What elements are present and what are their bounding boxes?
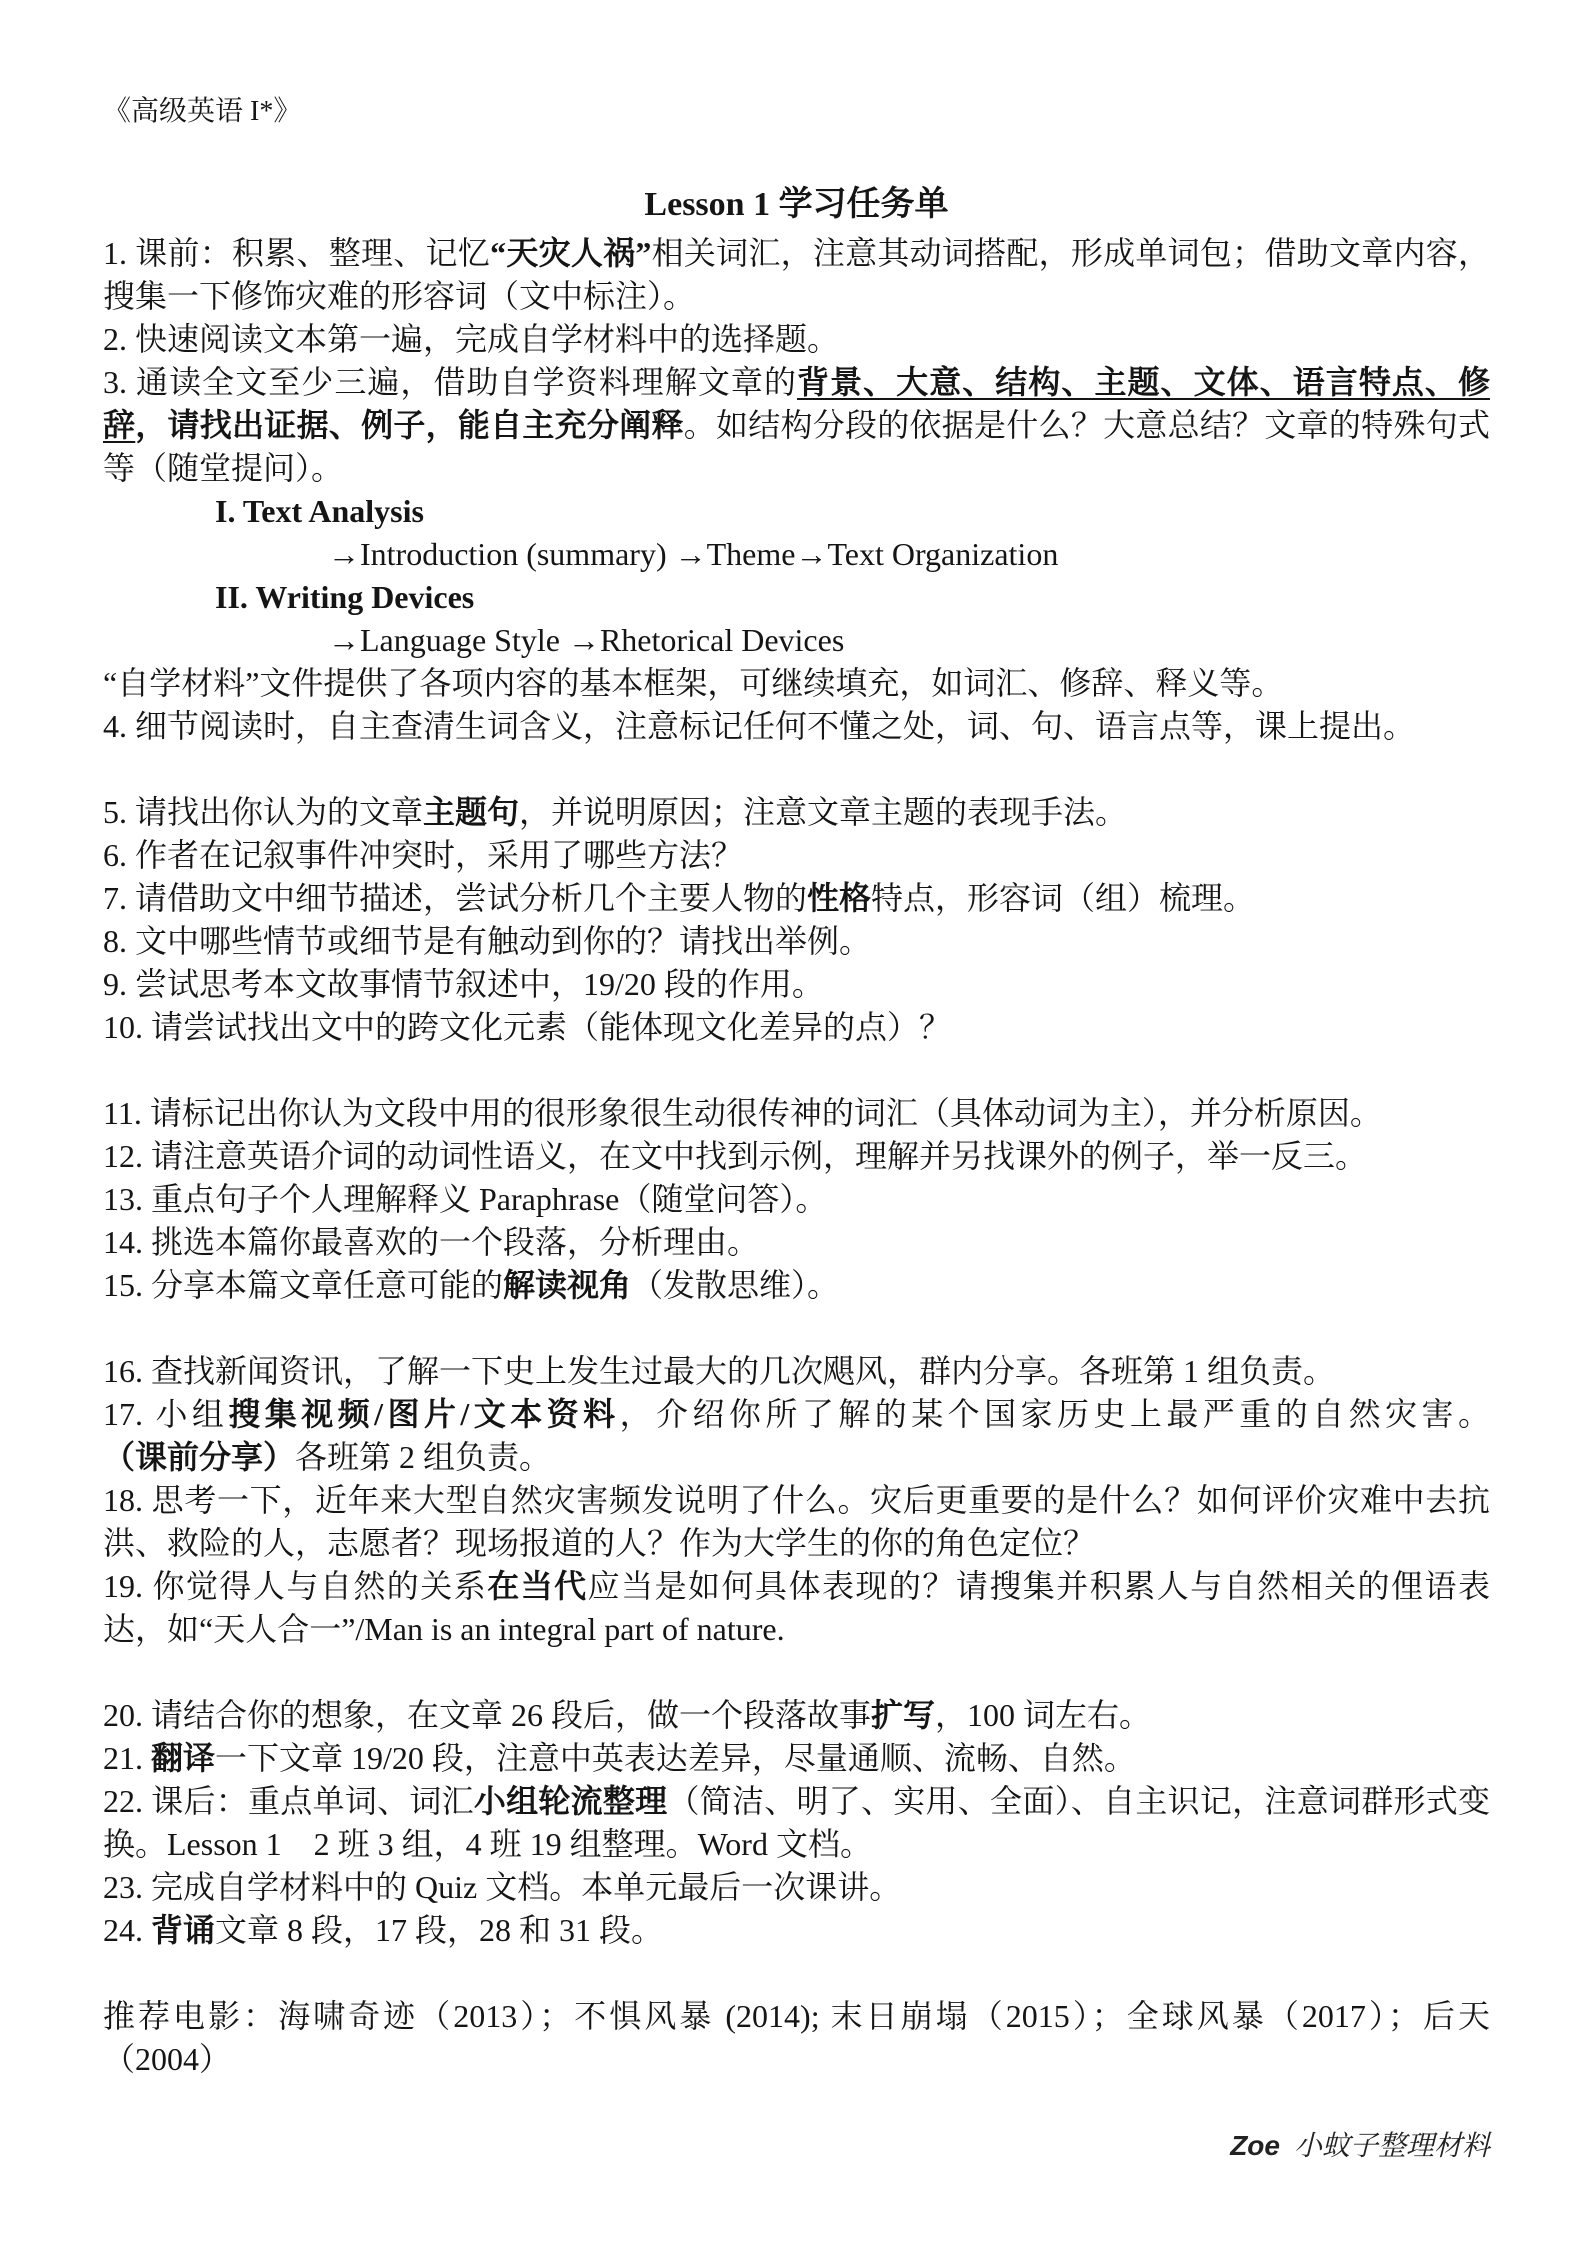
task-item-9 — [103, 963, 1490, 1006]
text-run: （简洁、明了、实用、全面）、自主识记，注意词群形式变换。Lesson 1 2 班 3 组，4 班 19 组整理。Word 文档。 — [103, 1783, 1490, 1862]
text-run: ，100 词左右。 — [935, 1697, 1152, 1733]
text-run: 背景、大意、结构、主题、文体、语言特点、修辞 — [103, 364, 1490, 443]
task-item-10 — [103, 1006, 1490, 1049]
analysis-section-2 — [103, 576, 1490, 619]
task-item-12 — [103, 1135, 1490, 1178]
text-run: 特点，形容词（组）梳理。 — [871, 880, 1256, 916]
text-run: 各班第 2 组负责。 — [295, 1439, 552, 1475]
task-item-22 — [103, 1780, 1490, 1866]
task-item-4 — [103, 705, 1490, 748]
text-run: I. Text Analysis — [215, 493, 424, 529]
task-item-23 — [103, 1866, 1490, 1909]
text-run: 推荐电影：海啸奇迹（2013）；不惧风暴 (2014); 末日崩塌（2015）；全球风暴（2017）；后天（2004） — [103, 1998, 1490, 2077]
text-run: 搜集视频/图片/文本资料 — [228, 1396, 620, 1432]
materials-note — [103, 662, 1490, 705]
text-run: 解读视角 — [503, 1267, 632, 1303]
footer — [103, 2124, 1490, 2168]
text-run: 18. 思考一下，近年来大型自然灾害频发说明了什么。灾后更重要的是什么？如何评价灾难中去抗洪、救险的人，志愿者？现场报道的人？作为大学生的你的角色定位？ — [103, 1482, 1490, 1561]
footer-author: Zoe — [1230, 2130, 1280, 2161]
text-run: 11. 请标记出你认为文段中用的很形象很生动很传神的词汇（具体动词为主），并分析原因。 — [103, 1095, 1382, 1131]
text-run: 性格 — [807, 880, 872, 916]
task-item-6 — [103, 834, 1490, 877]
text-run: 15. 分享本篇文章任意可能的 — [103, 1267, 504, 1303]
task-item-2 — [103, 318, 1490, 361]
text-run: 相关词汇，注意其动词搭配，形成单词包；借助文章内容，搜集一下修饰灾难的形容词（文中标注）。 — [103, 235, 1490, 314]
text-run: 3. 通读全文至少三遍，借助自学资料理解文章的 — [103, 364, 798, 400]
analysis-flow-2 — [103, 619, 1490, 662]
text-run: II. Writing Devices — [215, 579, 475, 615]
text-run: 翻译 — [151, 1740, 216, 1776]
task-item-16 — [103, 1350, 1490, 1393]
text-run: “自学材料”文件提供了各项内容的基本框架，可继续填充，如词汇、修辞、释义等。 — [103, 665, 1284, 701]
text-run: 2. 快速阅读文本第一遍，完成自学材料中的选择题。 — [103, 321, 840, 357]
text-run: 10. 请尝试找出文中的跨文化元素（能体现文化差异的点）？ — [103, 1009, 952, 1045]
course-label: 《高级英语 I*》 — [103, 96, 302, 127]
task-item-1 — [103, 232, 1490, 318]
text-run: 4. 细节阅读时，自主查清生词含义，注意标记任何不懂之处，词、句、语言点等，课上提出。 — [103, 708, 1416, 744]
text-run: 扩写 — [871, 1697, 936, 1733]
text-run: 在当代 — [487, 1568, 588, 1604]
text-run: 1. 课前：积累、整理、记忆 — [103, 235, 491, 271]
analysis-flow-1 — [103, 533, 1490, 576]
text-run: 21. — [103, 1740, 151, 1776]
text-run: 17. 小组 — [103, 1396, 229, 1432]
task-item-3 — [103, 361, 1490, 490]
task-item-13 — [103, 1178, 1490, 1221]
page-title: Lesson 1 学习任务单 — [644, 186, 949, 223]
text-run: 文章 8 段，17 段，28 和 31 段。 — [215, 1912, 664, 1948]
text-run: 12. 请注意英语介词的动词性语义，在文中找到示例，理解并另找课外的例子，举一反三。 — [103, 1138, 1368, 1174]
task-item-21 — [103, 1737, 1490, 1780]
text-run: （发散思维）。 — [631, 1267, 840, 1303]
text-run: 。如结构分段的依据是什么？大意总结？文章的特殊句式等（随堂提问）。 — [103, 407, 1490, 486]
text-run: “天灾人祸” — [490, 235, 652, 271]
text-run: ，介绍你所了解的某个国家历史上最严重的自然灾害。 — [619, 1396, 1490, 1432]
text-run: 16. 查找新闻资讯，了解一下史上发生过最大的几次飓风，群内分享。各班第 1 组负责。 — [103, 1353, 1336, 1389]
text-run: 6. 作者在记叙事件冲突时，采用了哪些方法？ — [103, 837, 744, 873]
text-run: 9. 尝试思考本文故事情节叙述中，19/20 段的作用。 — [103, 966, 824, 1002]
text-run: 24. — [103, 1912, 151, 1948]
text-run: 19. 你觉得人与自然的关系 — [103, 1568, 488, 1604]
footer-note: 小蚊子整理材料 — [1293, 2131, 1490, 2162]
text-run: 14. 挑选本篇你最喜欢的一个段落，分析理由。 — [103, 1224, 760, 1260]
task-item-15 — [103, 1264, 1490, 1307]
text-run: 应当是如何具体表现的？请搜集并积累人与自然相关的俚语表达，如“天人合一”/Man is an integral part of nature. — [103, 1568, 1490, 1647]
task-item-7 — [103, 877, 1490, 920]
text-run: 一下文章 19/20 段，注意中英表达差异，尽量通顺、流畅、自然。 — [215, 1740, 1136, 1776]
movies-note — [103, 1995, 1490, 2081]
text-run: 13. 重点句子个人理解释义 Paraphrase（随堂问答）。 — [103, 1181, 828, 1217]
text-run: 22. 课后：重点单词、词汇 — [103, 1783, 474, 1819]
text-run: ，请找出证据、例子，能自主充分阐释 — [135, 407, 684, 443]
task-item-19 — [103, 1565, 1490, 1651]
text-run: 背诵 — [151, 1912, 216, 1948]
text-run: 8. 文中哪些情节或细节是有触动到你的？请找出举例。 — [103, 923, 872, 959]
task-item-14 — [103, 1221, 1490, 1264]
task-item-11 — [103, 1092, 1490, 1135]
task-item-24 — [103, 1909, 1490, 1952]
task-item-5 — [103, 791, 1490, 834]
text-run: 23. 完成自学材料中的 Quiz 文档。本单元最后一次课讲。 — [103, 1869, 902, 1905]
task-item-17 — [103, 1393, 1490, 1479]
text-run: ，并说明原因；注意文章主题的表现手法。 — [519, 794, 1128, 830]
task-item-18 — [103, 1479, 1490, 1565]
text-run: 20. 请结合你的想象，在文章 26 段后，做一个段落故事 — [103, 1697, 872, 1733]
text-run: 5. 请找出你认为的文章 — [103, 794, 424, 830]
text-run: 小组轮流整理 — [473, 1783, 668, 1819]
text-run: 主题句 — [423, 794, 520, 830]
task-item-8 — [103, 920, 1490, 963]
task-item-20 — [103, 1694, 1490, 1737]
blank-line — [103, 133, 1490, 176]
text-run: →Introduction (summary) →Theme→Text Organization — [328, 536, 1059, 572]
text-run: （课前分享） — [103, 1439, 296, 1475]
analysis-section-1 — [103, 490, 1490, 533]
task-list — [103, 232, 1490, 2081]
text-run: →Language Style →Rhetorical Devices — [328, 622, 845, 658]
text-run: 7. 请借助文中细节描述，尝试分析几个主要人物的 — [103, 880, 808, 916]
